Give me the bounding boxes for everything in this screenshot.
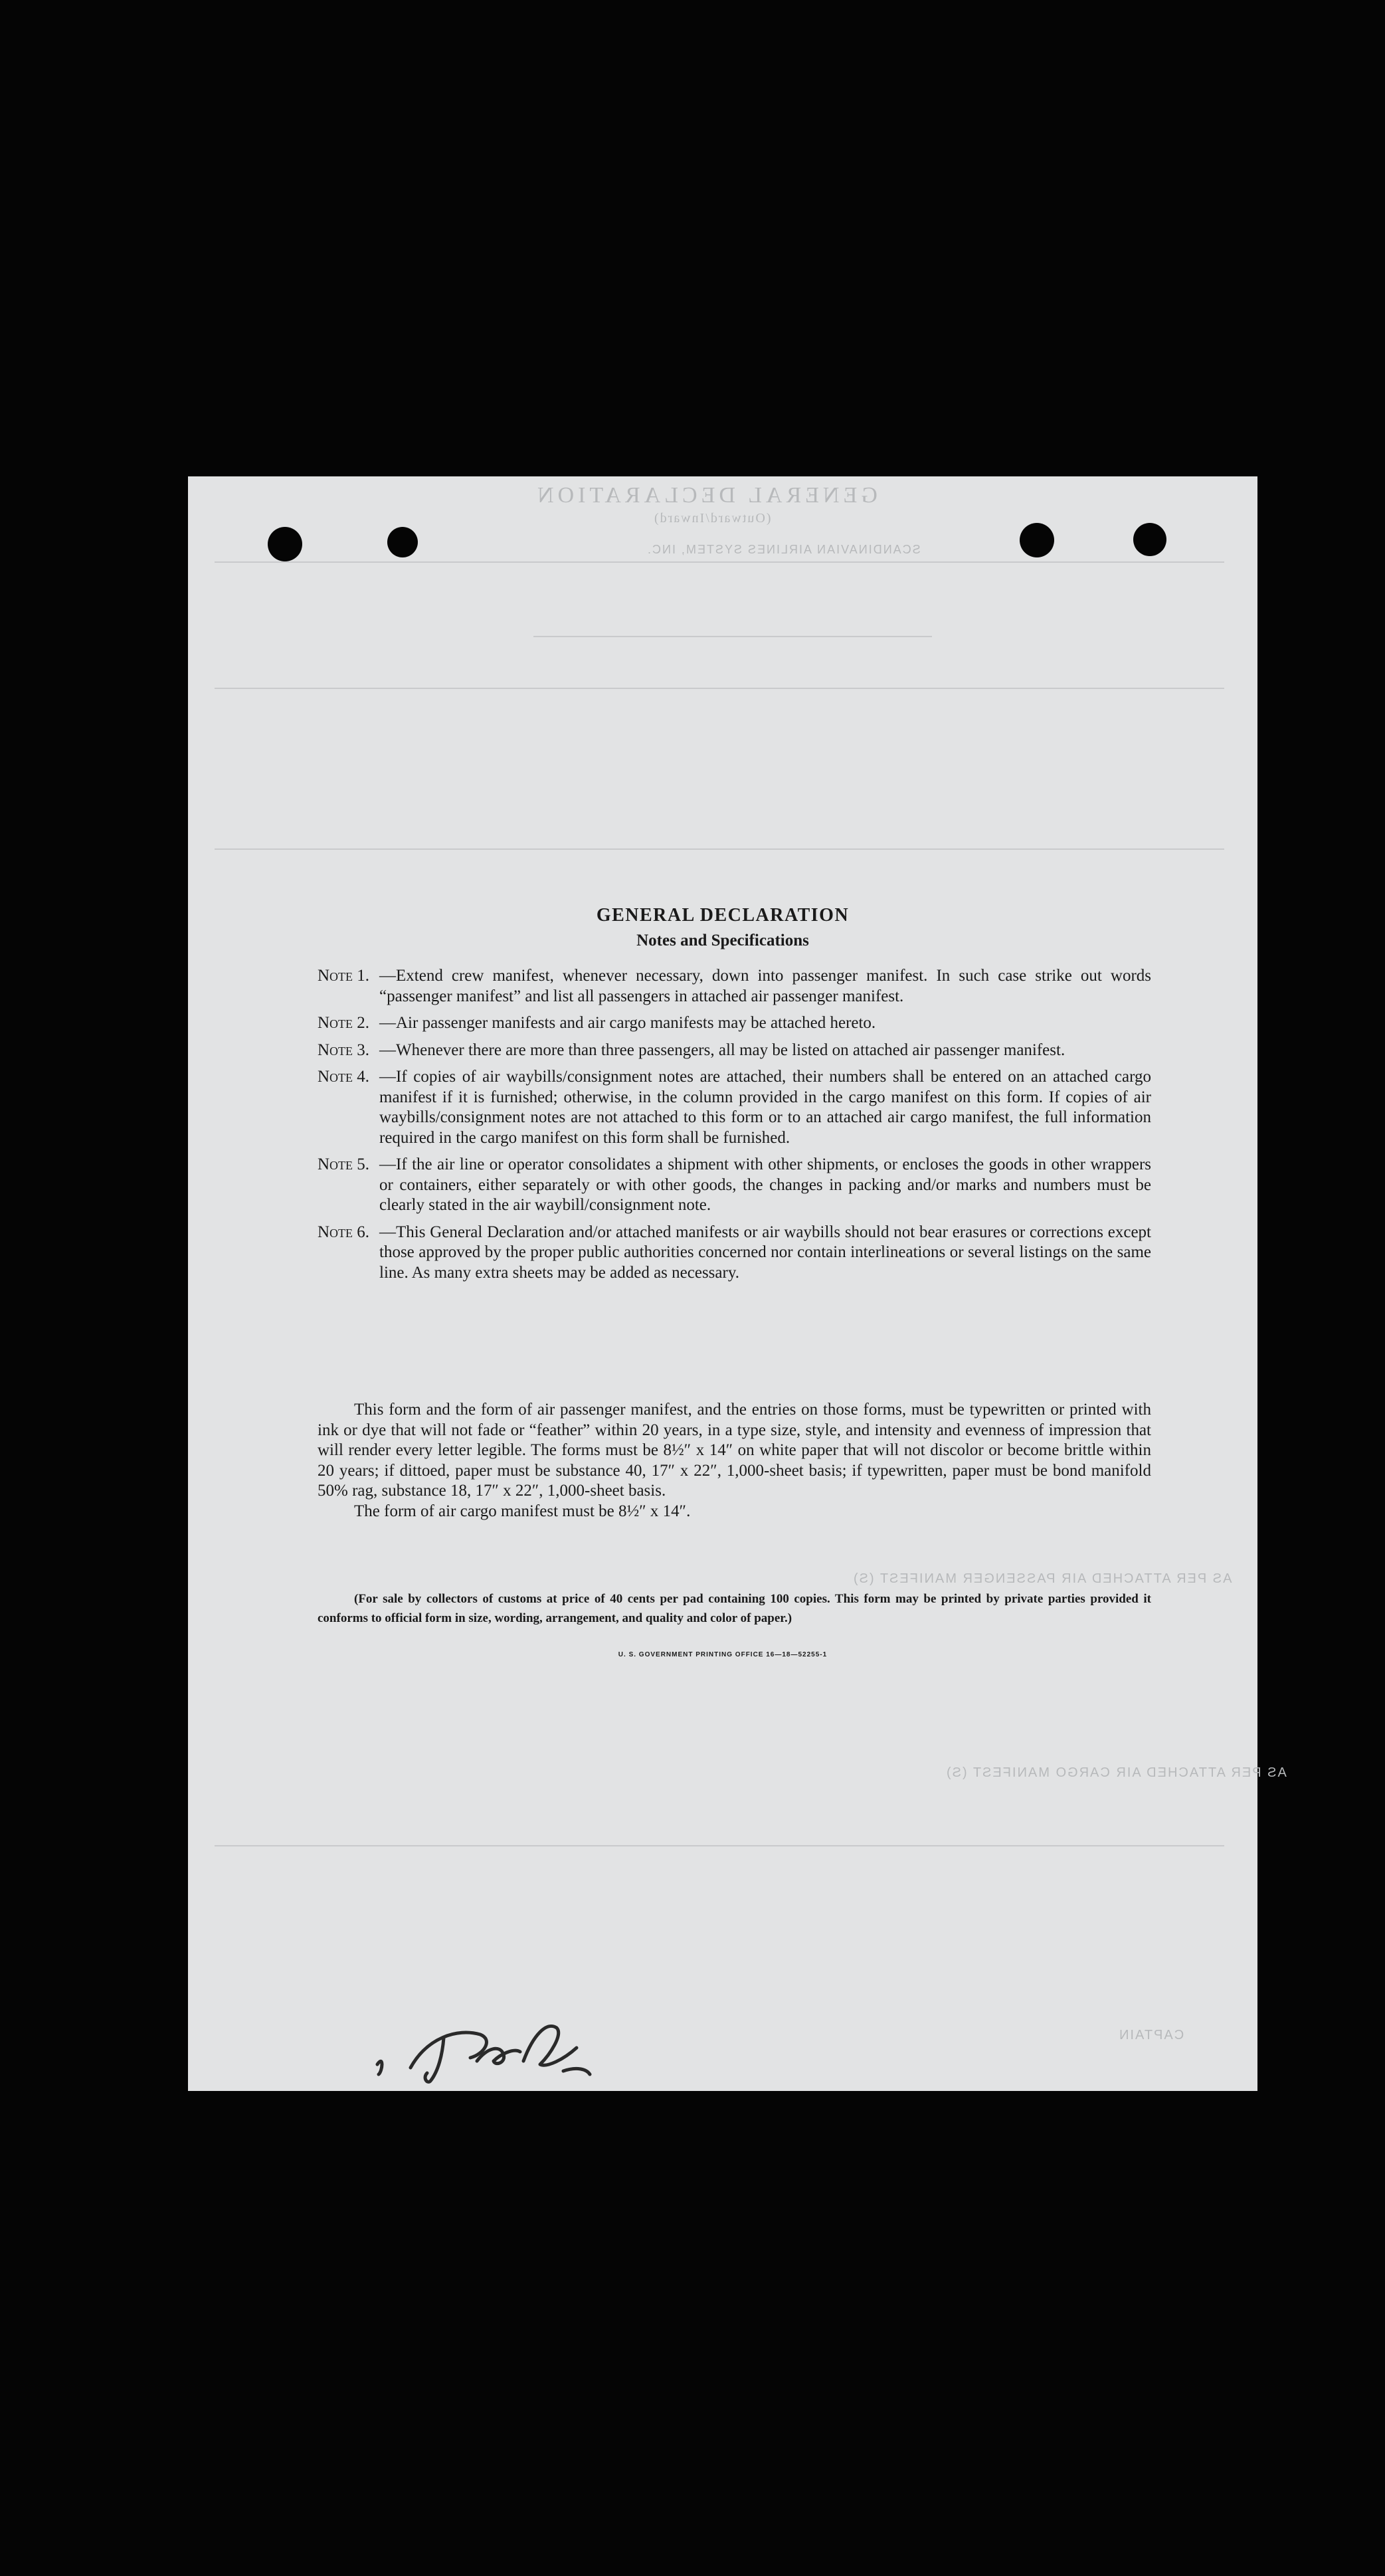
signature-show-through [364,2008,603,2088]
show-through-header-title: GENERAL DECLARATION [533,483,877,508]
show-through-passenger-manifest: AS PER ATTACHED AIR PASSENGER MANIFEST (S) [852,1571,1232,1586]
note-label: Note 1. [318,967,370,985]
printing-office-line: U. S. GOVERNMENT PRINTING OFFICE 16—18—52255-1 [618,1651,828,1658]
show-through-header-sub: (Outward/Inward) [653,511,771,526]
note-label: Note 6. [318,1223,370,1241]
show-through-airline: SCANDINAVIAN AIRLINES SYSTEM, INC. [646,543,921,556]
note-text: —If the air line or operator consolidates a shipment with other shipments, or encloses the goods in other wrappers or containers, either separately or with other goods, the changes in packing and/or marks and numbers must be clearly stated in the air waybill/consignment note. [379,1155,1151,1214]
show-through-cargo-manifest: AS PER ATTACHED AIR CARGO MANIFEST (S) [945,1765,1287,1780]
paragraph-cargo-size: The form of air cargo manifest must be 8½″ x 14″. [354,1502,691,1520]
paragraph-form-requirements: This form and the form of air passenger manifest, and the entries on those forms, must be typewritten or printed with ink or dye that will not fade or “feather” within 20 years, in a type size, style, and intensity and evenness of impression that will render every letter legible. The forms must be 8½″ x 14″ on white paper that will not discolor or become brittle within 20 years; if dittoed, paper must be substance 40, 17″ x 22″, 1,000-sheet basis; if typewritten, paper must be bond manifold 50% rag, substance 18, 17″ x 22″, 1,000-sheet basis. [318,1401,1151,1500]
show-through-rule [215,848,1224,850]
punch-hole-left-2 [387,527,418,557]
show-through-rule [533,636,932,637]
show-through-rule [215,561,1224,563]
note-label: Note 4. [318,1068,370,1086]
note-item [318,1040,1151,1061]
note-item [318,1067,1151,1148]
note-text: —If copies of air waybills/consignment notes are attached, their numbers shall be entered on an attached cargo manifest if it is furnished; otherwise, in the column provided in the cargo manifest on this form. If copies of air waybills/consignment notes are not attached to this form or to an attached air cargo manifest, the full information required in the cargo manifest on this form shall be furnished. [379,1068,1151,1147]
show-through-captain: CAPTAIN [1118,2028,1184,2042]
page-subtitle: Notes and Specifications [636,932,809,949]
note-text: —This General Declaration and/or attached manifests or air waybills should not bear erasures or corrections except those approved by the proper public authorities concerned nor contain interlineations or several listings on the same line. As many extra sheets may be added as necessary. [379,1223,1151,1282]
note-item [318,1155,1151,1216]
note-text: —Extend crew manifest, whenever necessary, down into passenger manifest. In such case strike out words “passenger manifest” and list all passengers in attached air passenger manifest. [379,967,1151,1005]
sale-notice [318,1589,1151,1628]
page-title: GENERAL DECLARATION [596,905,850,926]
punch-hole-left-1 [268,527,302,561]
specifications-paragraph [318,1400,1151,1522]
note-item [318,1013,1151,1034]
document-page [188,476,1287,2091]
note-text: —Whenever there are more than three passengers, all may be listed on attached air passenger manifest. [379,1040,1065,1059]
show-through-rule [215,1845,1224,1846]
note-label: Note 2. [318,1014,370,1032]
sale-notice-text: (For sale by collectors of customs at price of 40 cents per pad containing 100 copies. This form may be printed by private parties provided it conforms to official form in size, wording, arrangement, and quality and color of paper.) [318,1592,1151,1625]
note-item [318,1223,1151,1284]
show-through-rule [215,688,1224,689]
note-label: Note 3. [318,1040,370,1059]
punch-hole-right-1 [1020,523,1054,557]
note-item [318,966,1151,1007]
notes-list [318,966,1151,1290]
note-text: —Air passenger manifests and air cargo manifests may be attached hereto. [379,1014,876,1032]
note-label: Note 5. [318,1155,370,1173]
punch-hole-right-2 [1133,523,1166,556]
